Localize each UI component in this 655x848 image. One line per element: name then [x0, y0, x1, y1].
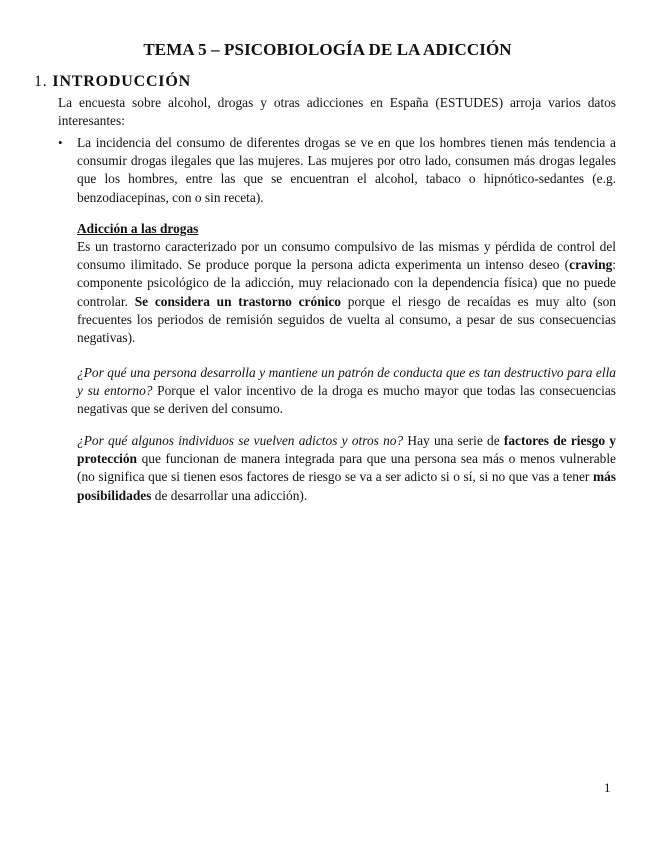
definition-text-3: porque el riesgo de recaídas es muy alto (son frecuentes los periodos de remisión seguidos de vuelta al consumo, a pesar de sus consecuencias negativas). — [77, 293, 616, 346]
definition-paragraph — [77, 238, 616, 347]
definition-text-2: : componente psicológico de la adicción, muy relacionado con la dependencia física) que no puede controlar. — [77, 257, 616, 309]
question-1: ¿Por qué una persona desarrolla y mantiene un patrón de conducta que es tan destructivo para ella y su entorno? — [77, 365, 616, 399]
risk-factors-emphasis: factores de riesgo y protección — [77, 433, 616, 467]
subsection-adiccion — [77, 220, 616, 347]
definition-text-1: Es un trastorno caracterizado por un consumo compulsivo de las mismas y pérdida de control del consumo ilimitado. Se produce porque la persona adicta experimenta un intenso deseo ( — [77, 239, 616, 273]
subsection-heading: Adicción a las drogas — [77, 221, 199, 236]
page-number: 1 — [604, 780, 611, 795]
craving-term: craving — [569, 257, 613, 273]
answer-2-text-2: que funcionan de manera integrada para que una persona sea más o menos vulnerable (no significa que si tienen esos factores de riesgo se va a ser adicto si o sí, si no que vas a tener — [77, 451, 616, 485]
question-paragraph-1 — [77, 364, 616, 419]
intro-paragraph: La encuesta sobre alcohol, drogas y otras adicciones en España (ESTUDES) arroja varios datos interesantes: — [58, 95, 616, 129]
more-likely-emphasis: más posibilidades — [77, 469, 616, 503]
section-heading-text: INTRODUCCIÓN — [52, 73, 191, 90]
question-2: ¿Por qué algunos individuos se vuelven adictos y otros no? — [77, 433, 404, 448]
section-heading-introduccion — [34, 73, 191, 91]
bullet-text: La incidencia del consumo de diferentes drogas se ve en que los hombres tienen más tendencia a consumir drogas ilegales que las mujeres. Las mujeres por otro lado, consumen más drogas legales que los hombres, entre las que se encuentran el alcohol, tabaco o hipnótico-sedantes (e.g. benzodiacepinas, con o sin receta). — [77, 135, 616, 205]
document-title: TEMA 5 – PSICOBIOLOGÍA DE LA ADICCIÓN — [143, 40, 512, 59]
answer-1: Porque el valor incentivo de la droga es mucho mayor que todas las consecuencias negativas que se deriven del consumo. — [77, 383, 616, 417]
section-number: 1. — [34, 73, 48, 90]
list-item — [58, 134, 616, 207]
answer-2-text-3: de desarrollar una adicción). — [151, 487, 308, 503]
answer-2-text-1: Hay una serie de — [403, 433, 504, 448]
question-paragraph-2 — [77, 432, 616, 505]
chronic-disorder-emphasis: Se considera un trastorno crónico — [134, 293, 341, 309]
bullet-marker: • — [58, 135, 63, 150]
